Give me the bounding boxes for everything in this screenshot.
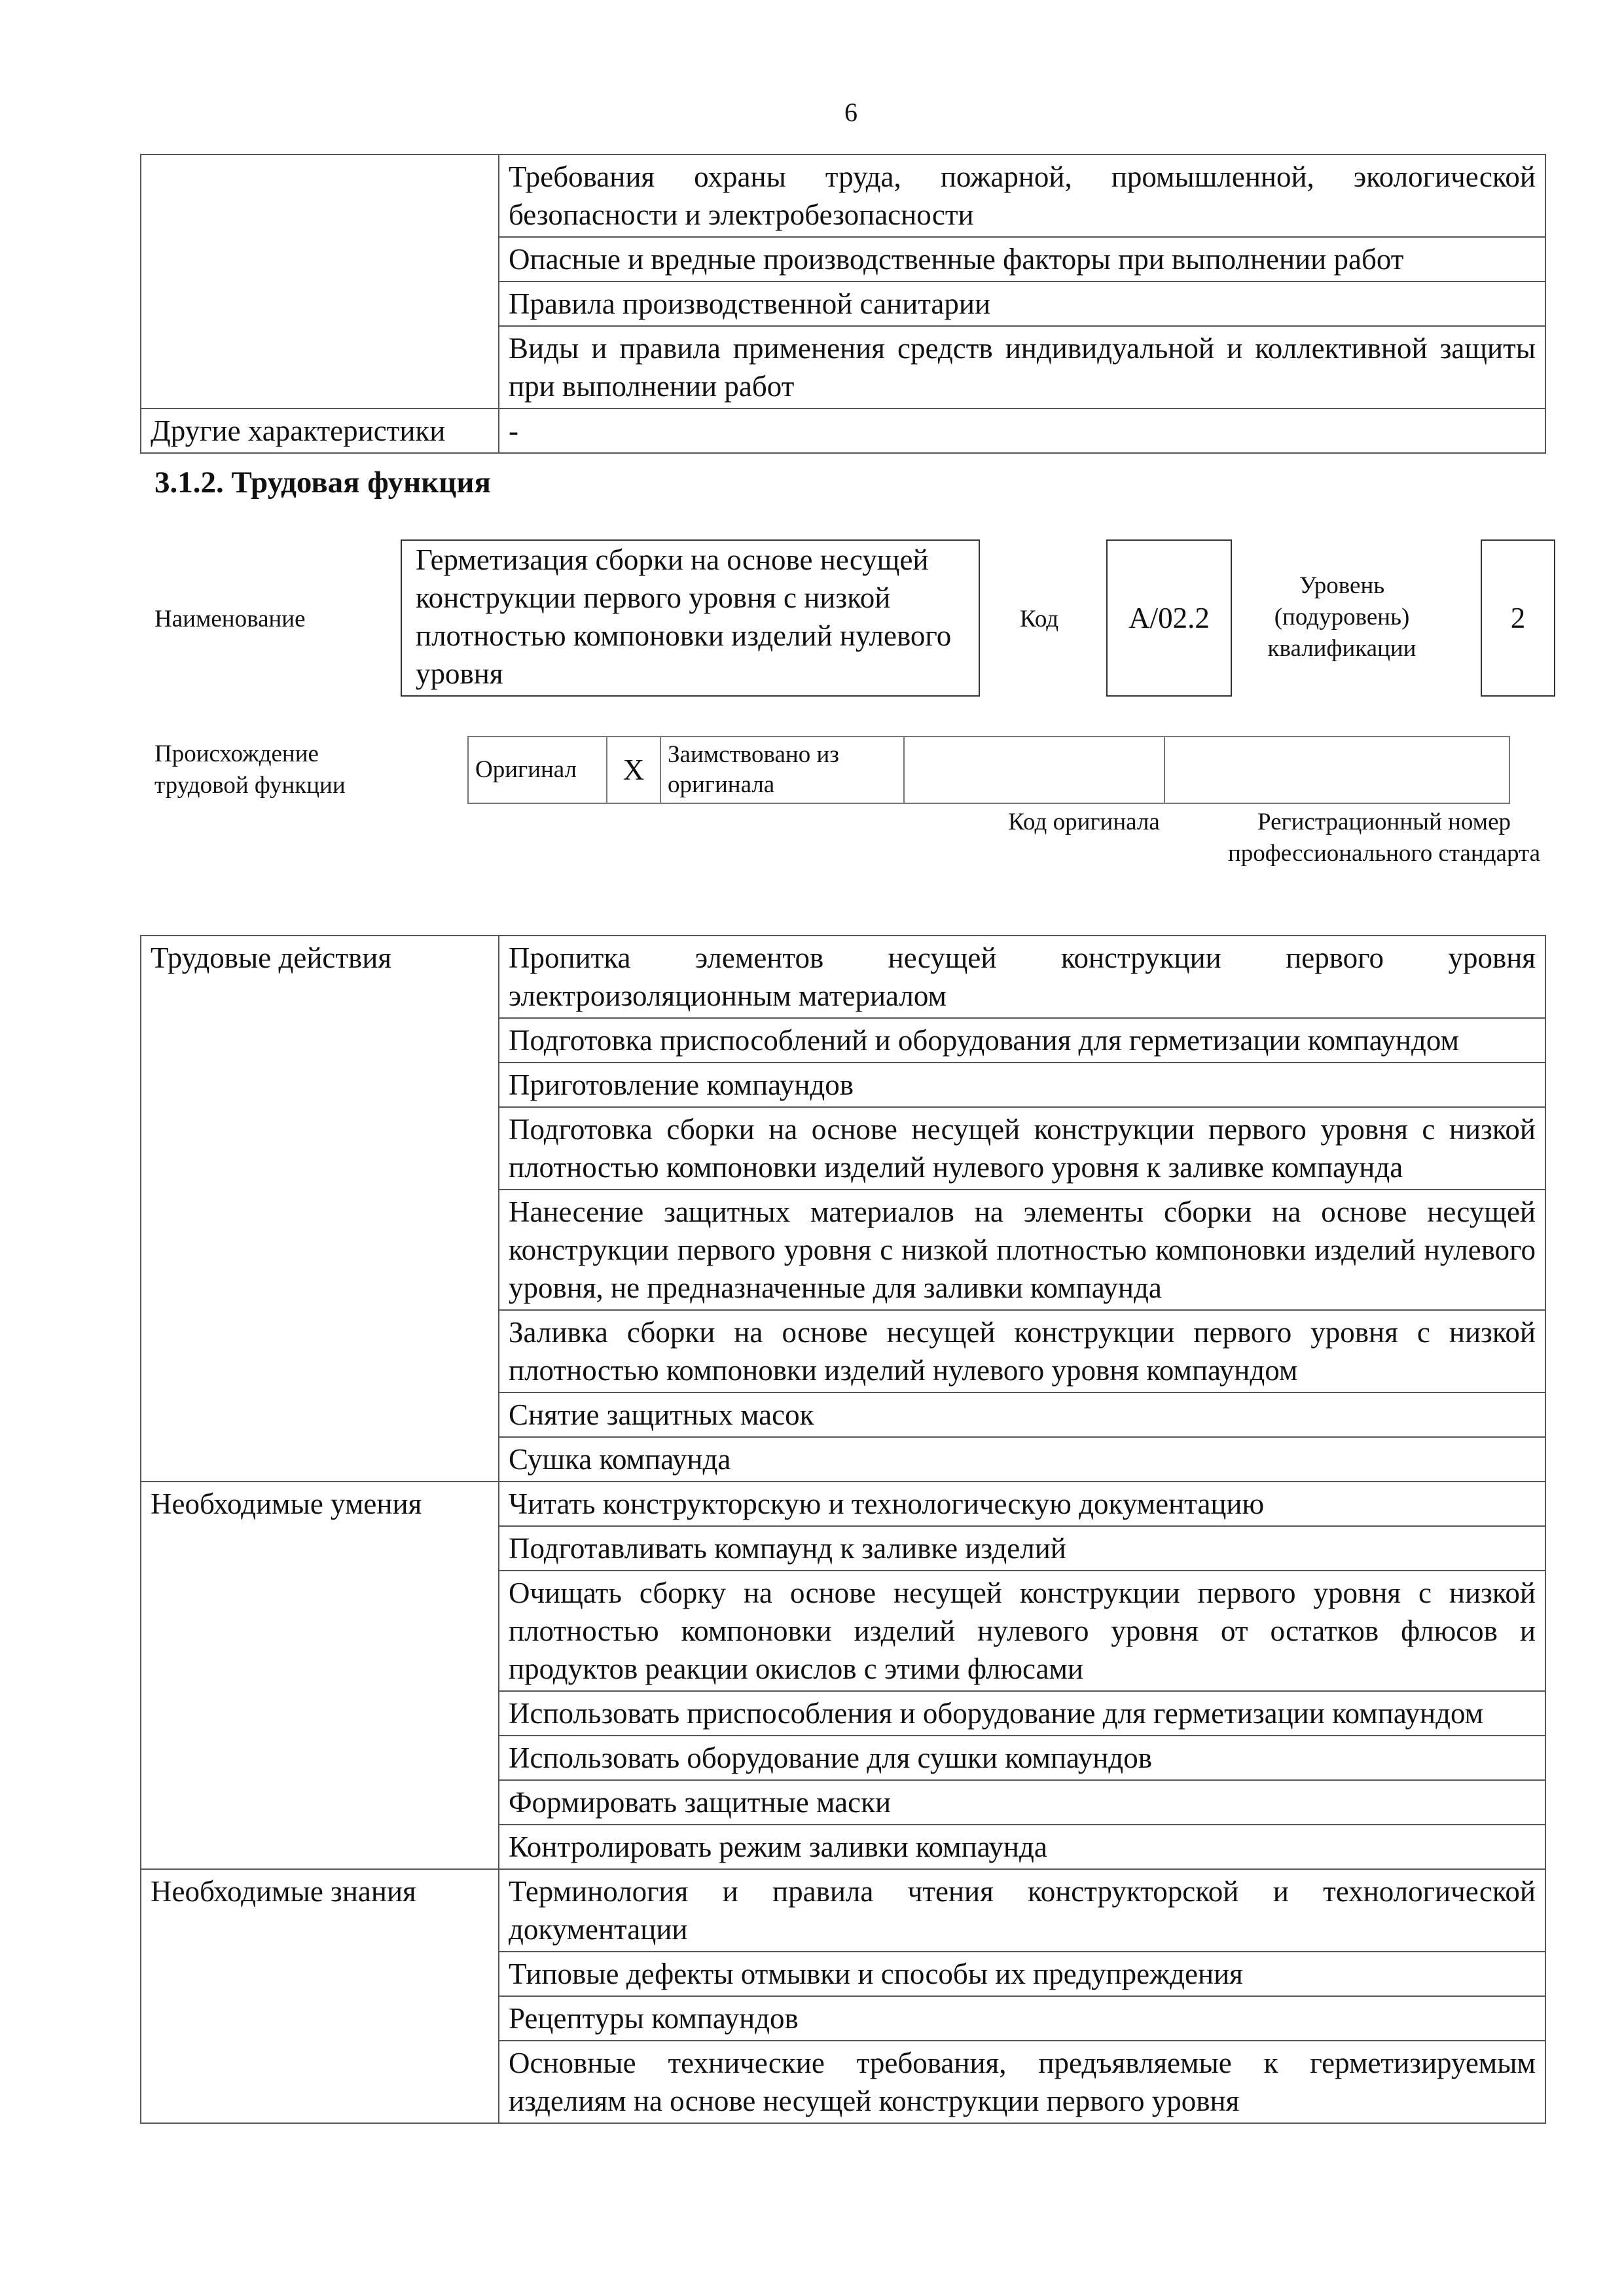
action-row: Пропитка элементов несущей конструкции первого уровня электроизоляционным материалом [499, 936, 1545, 1018]
page-number: 6 [844, 98, 857, 127]
original-label: Оригинал [468, 737, 607, 803]
skill-row: Очищать сборку на основе несущей конструкции первого уровня с низкой плотностью компоновки изделий нулевого уровня от остатков флюсов и продуктов реакции окислов с этими флюсами [499, 1571, 1545, 1691]
skill-row: Читать конструкторскую и технологическую документацию [499, 1482, 1545, 1526]
origin-table [467, 736, 1510, 804]
knowledge-row: Типовые дефекты отмывки и способы их предупреждения [499, 1952, 1545, 1996]
function-details-table [140, 935, 1546, 2124]
requirement-row: Опасные и вредные производственные факторы при выполнении работ [499, 237, 1545, 282]
registration-number-caption: Регистрационный номер профессионального стандарта [1227, 809, 1541, 867]
requirements-table [140, 154, 1546, 454]
original-mark: X [607, 737, 660, 803]
knowledge-row: Основные технические требования, предъявляемые к герметизируемым изделиям на основе несущей конструкции первого уровня [499, 2041, 1545, 2123]
name-label: Наименование [154, 606, 306, 632]
skill-row: Формировать защитные маски [499, 1780, 1545, 1825]
skill-row: Использовать приспособления и оборудование для герметизации компаундом [499, 1691, 1545, 1736]
borrowed-label: Заимствовано из оригинала [660, 737, 904, 803]
knowledge-label: Необходимые знания [141, 1869, 499, 2123]
section-heading: 3.1.2. Трудовая функция [154, 465, 491, 500]
action-row: Приготовление компаундов [499, 1063, 1545, 1107]
skills-label: Необходимые умения [141, 1482, 499, 1869]
action-row: Подготовка сборки на основе несущей конструкции первого уровня с низкой плотностью компоновки изделий нулевого уровня к заливке компаунда [499, 1107, 1545, 1190]
code-value: A/02.2 [1106, 539, 1232, 697]
other-characteristics-value: - [499, 409, 1545, 453]
action-row: Сушка компаунда [499, 1437, 1545, 1482]
level-value: 2 [1481, 539, 1555, 697]
requirement-row: Виды и правила применения средств индивидуальной и коллективной защиты при выполнении работ [499, 326, 1545, 409]
name-value: Герметизация сборки на основе несущей конструкции первого уровня с низкой плотностью компоновки изделий нулевого уровня [416, 543, 952, 690]
requirement-row: Правила производственной санитарии [499, 282, 1545, 326]
original-code-cell [904, 737, 1164, 803]
origin-label: Происхождение трудовой функции [154, 740, 346, 799]
level-label: Уровень (подуровень) квалификации [1267, 572, 1416, 662]
requirement-row: Требования охраны труда, пожарной, промышленной, экологической безопасности и электробезопасности [499, 155, 1545, 237]
action-row: Снятие защитных масок [499, 1393, 1545, 1437]
action-row: Нанесение защитных материалов на элементы сборки на основе несущей конструкции первого уровня с низкой плотностью компоновки изделий нулевого уровня, не предназначенные для заливки компаунда [499, 1190, 1545, 1310]
action-row: Подготовка приспособлений и оборудования для герметизации компаундом [499, 1018, 1545, 1063]
knowledge-row: Терминология и правила чтения конструкторской и технологической документации [499, 1869, 1545, 1952]
code-label: Код [1020, 606, 1059, 632]
skill-row: Использовать оборудование для сушки компаундов [499, 1736, 1545, 1780]
action-row: Заливка сборки на основе несущей конструкции первого уровня с низкой плотностью компоновки изделий нулевого уровня компаундом [499, 1310, 1545, 1393]
registration-number-cell [1164, 737, 1509, 803]
skill-row: Контролировать режим заливки компаунда [499, 1825, 1545, 1869]
original-code-caption: Код оригинала [1008, 809, 1160, 835]
actions-label: Трудовые действия [141, 936, 499, 1482]
other-characteristics-label: Другие характеристики [141, 409, 499, 453]
skill-row: Подготавливать компаунд к заливке изделий [499, 1526, 1545, 1571]
knowledge-row: Рецептуры компаундов [499, 1996, 1545, 2041]
empty-label-cell [141, 155, 499, 409]
